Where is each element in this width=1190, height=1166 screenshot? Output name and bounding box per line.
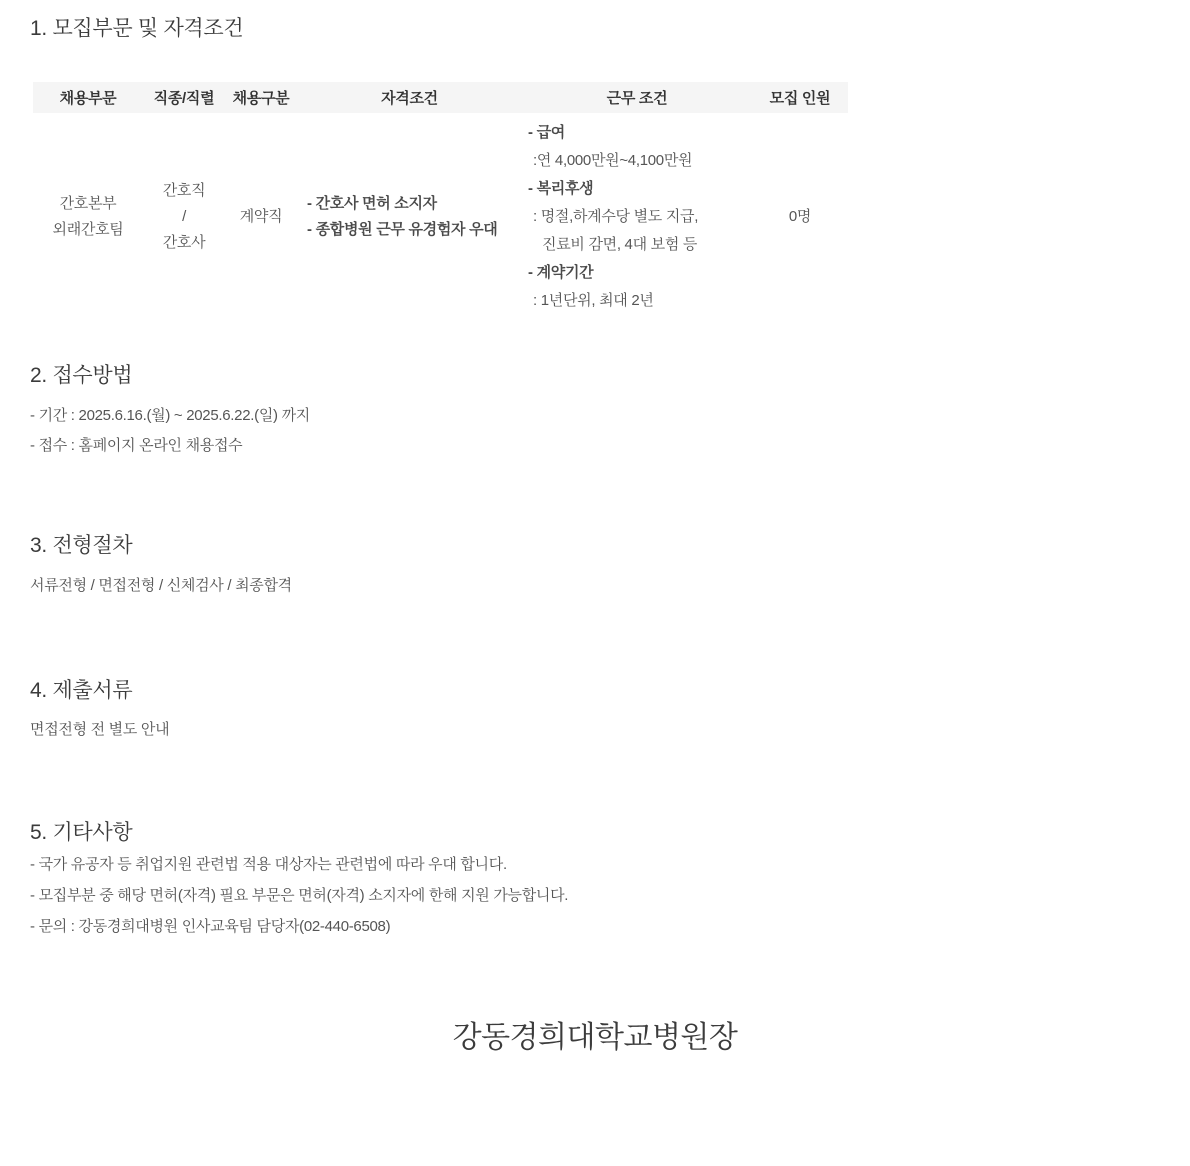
condition-salary-value: :연 4,000만원~4,100만원 [533, 152, 693, 169]
condition-welfare-value-cont: 진료비 감면, 4대 보험 등 [542, 236, 698, 253]
section1-title: 1. 모집부문 및 자격조건 [30, 17, 244, 40]
cell-qualifications [297, 113, 522, 321]
cell-work-conditions [522, 113, 752, 321]
section3-body [30, 571, 1190, 601]
column-header-employment-type: 채용구분 [225, 82, 297, 113]
section2-title: 2. 접수방법 [30, 364, 133, 387]
hospital-director-signature: 강동경희대학교병원장 [452, 1021, 738, 1054]
qualification-line: - 종합병원 근무 유경험자 우대 [307, 221, 498, 238]
section2-body [30, 401, 1190, 461]
table-header-row [33, 82, 848, 113]
selection-process-line: 서류전형 / 면접전형 / 신체검사 / 최종합격 [30, 577, 292, 594]
cell-headcount: 0명 [788, 208, 812, 225]
job-line: 간호직 [162, 182, 206, 199]
column-header-department: 채용부문 [33, 82, 143, 113]
section4-title: 4. 제출서류 [30, 679, 133, 702]
application-method-line: - 접수 : 홈페이지 온라인 채용접수 [30, 437, 243, 454]
cell-job-series [143, 113, 225, 321]
table-row [33, 113, 848, 321]
job-line: 간호사 [162, 234, 206, 251]
documents-line: 면접전형 전 별도 안내 [30, 721, 170, 738]
column-header-headcount: 모집 인원 [752, 82, 848, 113]
section4-body [30, 715, 1190, 745]
job-line: / [182, 208, 186, 225]
condition-contract-value: : 1년단위, 최대 2년 [533, 292, 654, 309]
condition-salary-label: - 급여 [528, 124, 565, 141]
contact-line: - 문의 : 강동경희대병원 인사교육팀 담당자(02-440-6508) [30, 918, 391, 935]
column-header-work-conditions: 근무 조건 [522, 82, 752, 113]
column-header-qualifications: 자격조건 [297, 82, 522, 113]
condition-welfare-label: - 복리후생 [528, 180, 594, 197]
section5-title: 5. 기타사항 [30, 821, 133, 844]
column-header-job-series: 직종/직렬 [143, 82, 225, 113]
department-line: 외래간호팀 [52, 221, 124, 238]
qualification-line: - 간호사 면허 소지자 [307, 195, 437, 212]
department-line: 간호본부 [59, 195, 117, 212]
recruitment-table [33, 82, 848, 321]
cell-department [33, 113, 143, 321]
condition-contract-label: - 계약기간 [528, 264, 594, 281]
license-requirement-line: - 모집부분 중 해당 면허(자격) 필요 부문은 면허(자격) 소지자에 한해 지원 가능합니다. [30, 887, 569, 904]
condition-welfare-value: : 명절,하계수당 별도 지급, [533, 208, 699, 225]
cell-employment-type: 계약직 [239, 208, 283, 225]
veterans-preference-line: - 국가 유공자 등 취업지원 관련법 적용 대상자는 관련법에 따라 우대 합니다. [30, 856, 507, 873]
application-period-line: - 기간 : 2025.6.16.(월) ~ 2025.6.22.(일) 까지 [30, 407, 310, 424]
section5-body [30, 849, 1190, 942]
section3-title: 3. 전형절차 [30, 534, 133, 557]
